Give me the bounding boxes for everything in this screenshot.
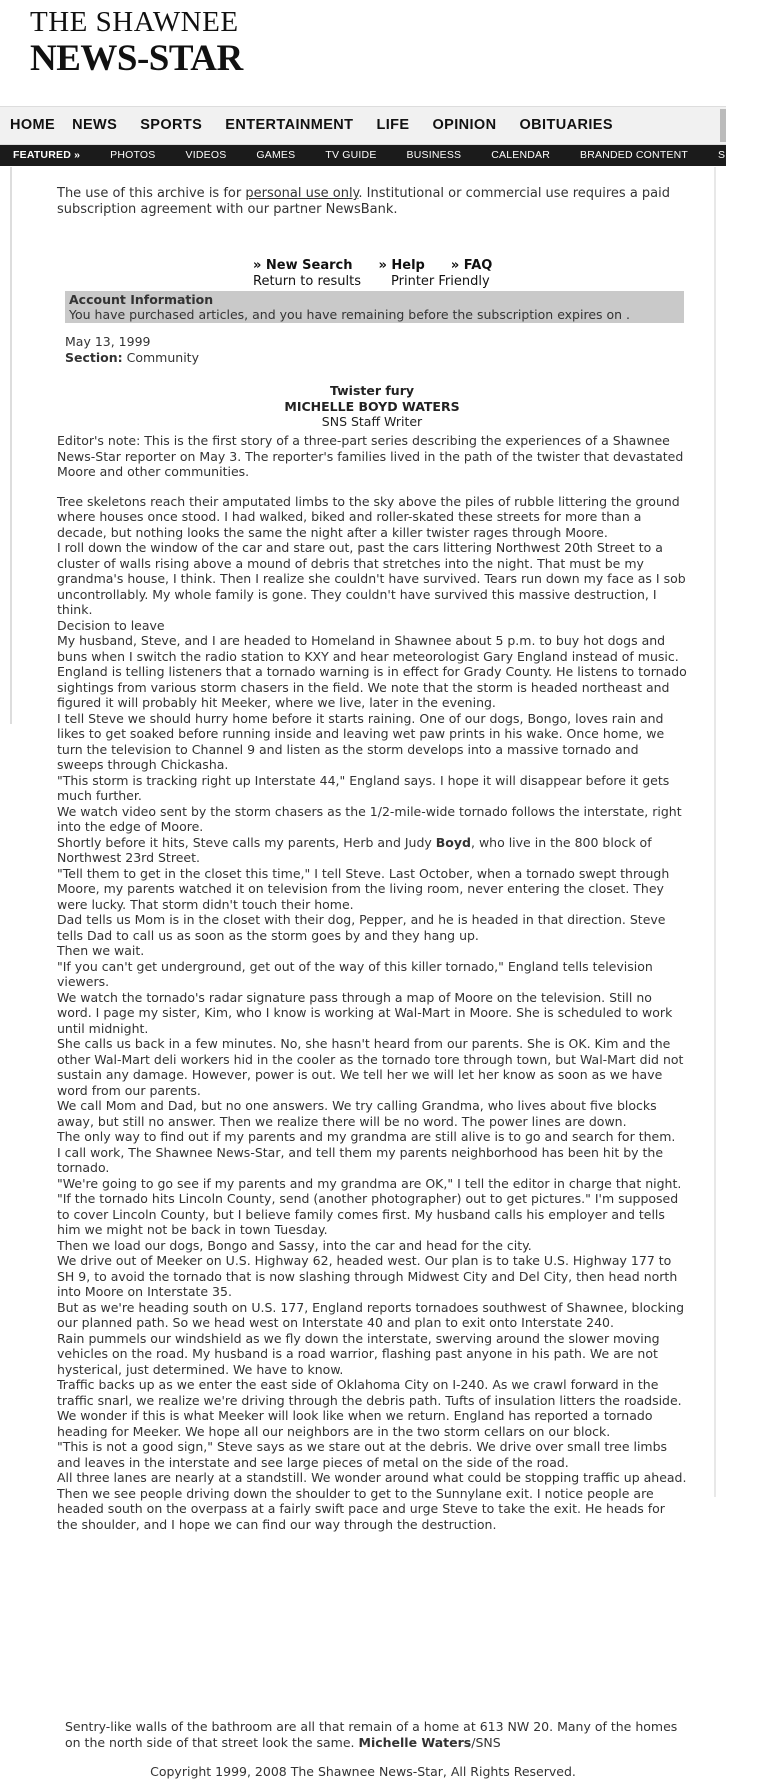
- nav-news[interactable]: NEWS: [72, 117, 118, 133]
- caption-text: Sentry-like walls of the bathroom are all that remain of a home at 613 NW 20. Many of the homes on the north side of that street look the same.: [65, 1719, 678, 1750]
- subnav-photos[interactable]: PHOTOS: [110, 149, 156, 161]
- nav-entertainment[interactable]: ENTERTAINMENT: [225, 117, 354, 133]
- subnav-games[interactable]: GAMES: [256, 149, 296, 161]
- nav-home[interactable]: HOME: [10, 117, 56, 133]
- new-search-link[interactable]: » New Search: [253, 258, 353, 273]
- article-paragraph: "This is not a good sign," Steve says as we stare out at the debris. We drive over small tree limbs and leaves in the interstate and see large pieces of metal on the side of the road.: [57, 1439, 668, 1470]
- article-paragraph: Tree skeletons reach their amputated limbs to the sky above the piles of rubble littering the ground where houses once stood. I had walked, biked and roller-skated these streets for more than a decade, but nothing looks the same the night after a killer twister rages through Moore.: [57, 493, 680, 540]
- article-title: Twister fury: [329, 383, 415, 398]
- sub-nav: [0, 145, 777, 166]
- left-divider: [10, 167, 12, 724]
- photo-caption: [65, 1719, 695, 1750]
- article-paragraph: Then we wait.: [57, 943, 145, 958]
- section-value: Community: [126, 350, 199, 365]
- boyd-highlight: Boyd: [435, 834, 471, 850]
- article-paragraph: "If you can't get underground, get out of the way of this killer tornado," England tells television viewers.: [57, 958, 653, 989]
- article-paragraph: We call Mom and Dad, but no one answers. We try calling Grandma, who lives about five blocks away, but still no answer. Then we realize there will be no word. The power lines are down.: [57, 1098, 657, 1129]
- article-paragraph: The only way to find out if my parents and my grandma are still alive is to go and search for them.: [57, 1129, 676, 1144]
- subnav-videos[interactable]: VIDEOS: [185, 149, 227, 161]
- article-paragraph: Traffic backs up as we enter the east side of Oklahoma City on I-240. As we crawl forward in the traffic snarl, we realize we're driving through the debris path. Tufts of insulation litters the roadside. We wonder if this is what Meeker will look like when we return. England has reported a tornado heading for Meeker. We hope all our neighbors are in the two storm cellars on our block.: [57, 1377, 682, 1439]
- nav-opinion[interactable]: OPINION: [432, 117, 497, 133]
- article-paragraph: We watch video sent by the storm chasers as the 1/2-mile-wide tornado follows the interstate, right into the edge of Moore.: [57, 803, 682, 834]
- article-paragraph: I tell Steve we should hurry home before it starts raining. One of our dogs, Bongo, loves rain and likes to get soaked before running inside and leaving wet paw prints in his wake. Once home, we turn the television to Channel 9 and listen as the storm develops into a massive tornado and sweeps through Chickasha.: [57, 710, 665, 772]
- article-paragraph: My husband, Steve, and I are headed to Homeland in Shawnee about 5 p.m. to buy hot dogs and buns when I switch the radio station to KXY and hear meteorologist Gary England instead of music.: [57, 633, 679, 664]
- section-label: Section:: [65, 350, 123, 365]
- article-paragraph: Then we load our dogs, Bongo and Sassy, into the car and head for the city.: [57, 1237, 532, 1253]
- subnav-tv-guide[interactable]: TV GUIDE: [325, 149, 377, 161]
- article-body: [57, 430, 687, 1532]
- article-paragraph: England is telling listeners that a tornado warning is in effect for Grady County. He listens to tornado sightings from various storm chasers in the field. We note that the storm is headed northeast and figured it will probably hit Meeker, where we live, later in the evening.: [57, 664, 687, 710]
- subnav-business[interactable]: BUSINESS: [406, 149, 462, 161]
- article-author: MICHELLE BOYD WATERS: [284, 398, 460, 414]
- article-paragraph: [57, 835, 687, 866]
- article-date: May 13, 1999: [65, 334, 151, 349]
- article-paragraph: Rain pummels our windshield as we fly down the interstate, swerving around the slower moving vehicles on the road. My husband is a road warrior, flashing past anyone in his path. We are not hysterical, just determined. We have to know.: [57, 1330, 660, 1377]
- article-meta: [65, 334, 199, 366]
- copyright-notice: Copyright 1999, 2008 The Shawnee News-Star, All Rights Reserved.: [150, 1764, 576, 1779]
- article-paragraph: I roll down the window of the car and stare out, past the cars littering Northwest 20th Street to a cluster of walls rising above a mound of debris that stretches into the night. That must be my grandma's house, I think. Then I realize she couldn't have survived. Tears run down my face as I sob uncontrollably. My whole family is gone. They couldn't have survived this massive destruction, I think.: [57, 540, 686, 617]
- article-links: [253, 258, 513, 289]
- nav-life[interactable]: LIFE: [376, 117, 410, 133]
- masthead-line1: THE SHAWNEE: [30, 6, 239, 38]
- article-paragraph: "This storm is tracking right up Interstate 44," England says. I hope it will disappear before it gets much further.: [57, 772, 670, 803]
- editors-note: Editor's note: This is the first story of a three-part series describing the experiences of a Shawnee News-Star reporter on May 3. The reporter's families lived in the path of the twister that devastated Moore and other communities.: [57, 433, 684, 479]
- help-link[interactable]: » Help: [378, 258, 425, 273]
- archive-disclaimer: [57, 186, 687, 218]
- account-info-text: You have purchased articles, and you have remaining before the subscription expires on .: [69, 307, 631, 322]
- printer-friendly-link[interactable]: Printer Friendly: [391, 274, 490, 289]
- article-header: [57, 383, 687, 430]
- subnav-calendar[interactable]: CALENDAR: [491, 149, 551, 161]
- faq-link[interactable]: » FAQ: [450, 258, 493, 273]
- article-paragraph: She calls us back in a few minutes. No, she hasn't heard from our parents. She is OK. Kim and the other Wal-Mart deli workers hid in the cooler as the tornado tore through town, but Wal-Mart did not sustain any damage. However, power is out. We tell her we will let her know as soon as we have word from our parents.: [57, 1036, 684, 1098]
- nav-obituaries[interactable]: OBITUARIES: [519, 117, 613, 133]
- article-byline: SNS Staff Writer: [321, 414, 423, 429]
- article-subhead: Decision to leave: [57, 617, 165, 633]
- article-paragraph: "Tell them to get in the closet this time," I tell Steve. Last October, when a tornado swept through Moore, my parents watched it on television from the living room, never entering the closet. They were lucky. That storm didn't touch their home.: [57, 865, 670, 912]
- caption-credit-org: /SNS: [471, 1734, 501, 1750]
- article-paragraph: "We're going to go see if my parents and my grandma are OK," I tell the editor in charge that night. "If the tornado hits Lincoln County, send (another photographer) out to get pictures." I'm supposed to cover Lincoln County, but I believe family comes first. My husband calls his employer and tells him we might not be back in town Tuesday.: [57, 1175, 682, 1237]
- subnav-featured[interactable]: FEATURED »: [13, 149, 81, 161]
- nav-scroll-edge: [720, 109, 726, 142]
- article-paragraph: I call work, The Shawnee News-Star, and tell them my parents neighborhood has been hit by the tornado.: [57, 1144, 664, 1175]
- subnav-submit[interactable]: SUBMIT YO: [718, 149, 777, 161]
- caption-credit-name: Michelle Waters: [358, 1734, 472, 1750]
- article-paragraph: We watch the tornado's radar signature pass through a map of Moore on the television. Still no word. I page my sister, Kim, who I know is working at Wal-Mart in Moore. She is scheduled to work until midnight.: [57, 989, 673, 1036]
- disclaimer-text-post: . Institutional or commercial use requires a paid subscription agreement with our partner NewsBank.: [57, 186, 671, 217]
- boyd-pre: Shortly before it hits, Steve calls my parents, Herb and Judy: [57, 834, 436, 850]
- subnav-branded-content[interactable]: BRANDED CONTENT: [580, 149, 689, 161]
- disclaimer-text-pre: The use of this archive is for: [57, 186, 246, 201]
- masthead-line2: NEWS-STAR: [30, 38, 243, 79]
- account-info-title: Account Information: [69, 292, 214, 307]
- article-paragraph: All three lanes are nearly at a standstill. We wonder around what could be stopping traffic up ahead. Then we see people driving down the shoulder to get to the Sunnylane exit. I notice people are headed south on the overpass at a fairly swift pace and urge Steve to take the exit. He heads for the shoulder, and I hope we can find our way through the destruction.: [57, 1470, 687, 1532]
- boyd-post: , who live in the 800 block of Northwest 23rd Street.: [57, 834, 652, 865]
- account-info-box: [65, 291, 684, 323]
- return-to-results-link[interactable]: Return to results: [253, 274, 362, 289]
- main-nav: [0, 106, 726, 145]
- right-divider: [714, 167, 716, 1497]
- personal-use-link[interactable]: personal use only: [245, 186, 359, 201]
- article-paragraph: Dad tells us Mom is in the closet with their dog, Pepper, and he is headed in that direction. Steve tells Dad to call us as soon as the storm goes by and they hang up.: [57, 912, 666, 943]
- article-paragraph: We drive out of Meeker on U.S. Highway 62, headed west. Our plan is to take U.S. Highway 177 to SH 9, to avoid the tornado that is now slashing through Midwest City and Del City, then head north into Moore on Interstate 35.: [57, 1253, 678, 1299]
- masthead-logo[interactable]: [30, 6, 243, 80]
- article-paragraph: But as we're heading south on U.S. 177, England reports tornadoes southwest of Shawnee, blocking our planned path. So we head west on Interstate 40 and plan to exit onto Interstate 240.: [57, 1299, 685, 1330]
- nav-sports[interactable]: SPORTS: [140, 117, 203, 133]
